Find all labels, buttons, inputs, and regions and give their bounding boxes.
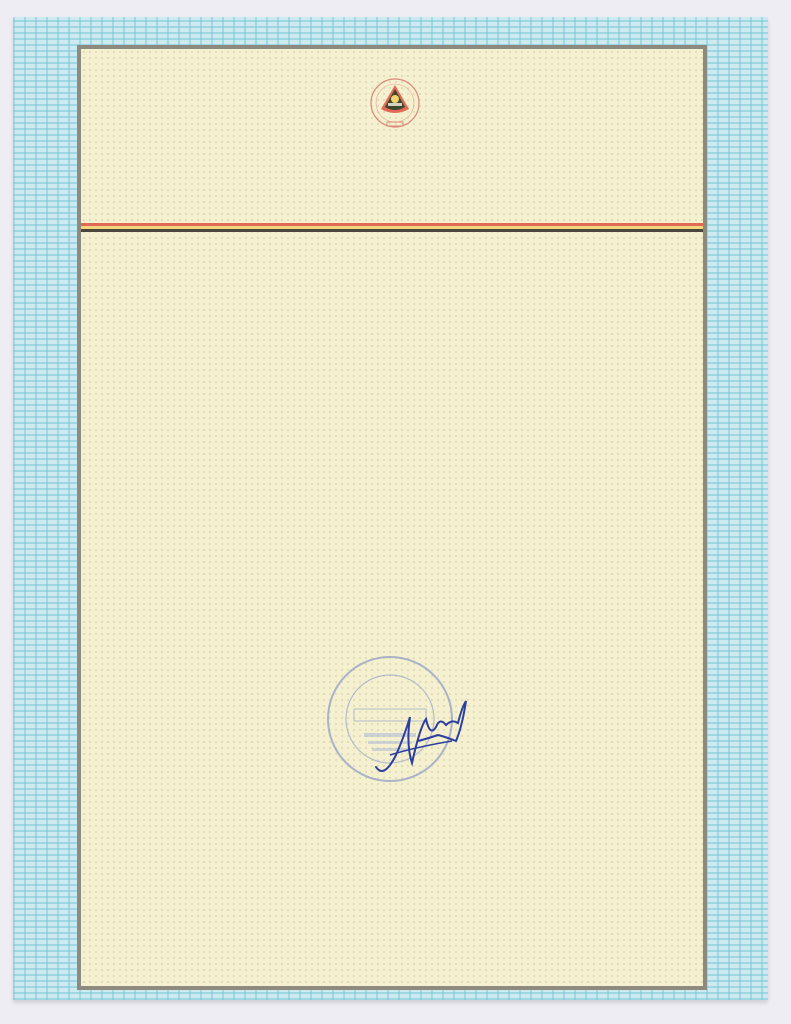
certificate-page xyxy=(77,45,707,990)
handwritten-signature xyxy=(366,697,476,779)
border-left-pattern xyxy=(15,57,77,980)
coat-of-arms-emblem xyxy=(369,77,421,133)
flag-color-stripe xyxy=(81,223,703,233)
border-top-pattern xyxy=(27,19,754,31)
border-right-pattern xyxy=(706,57,768,980)
